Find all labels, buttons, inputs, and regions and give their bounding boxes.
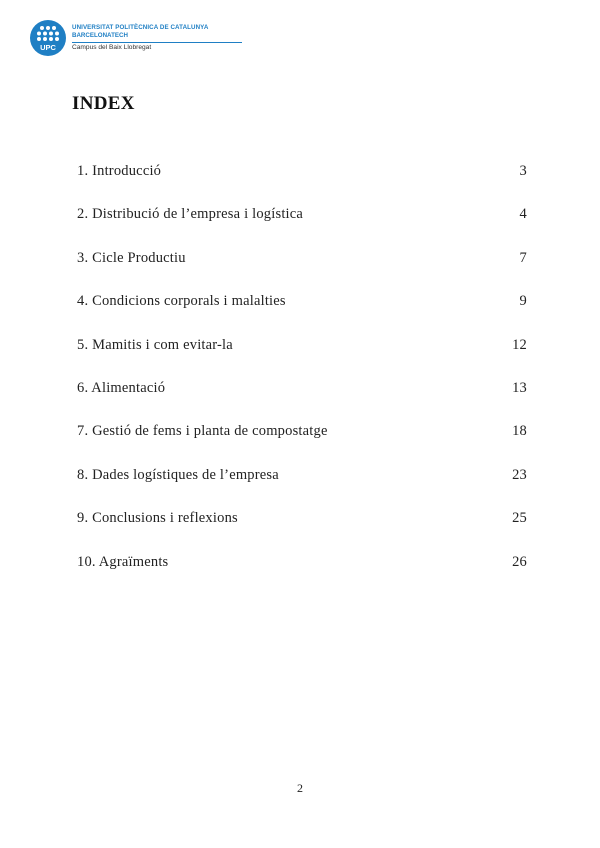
- toc-entry: [77, 510, 527, 553]
- toc-entry-page: 25: [512, 510, 527, 527]
- page-title: INDEX: [72, 93, 135, 114]
- toc-entry-label: 3. Cicle Productiu: [77, 249, 186, 266]
- toc-entry-label: 8. Dades logístiques de l’empresa: [77, 466, 279, 483]
- toc-entry: [77, 337, 527, 380]
- table-of-contents: [77, 163, 527, 597]
- institution-name: UNIVERSITAT POLITÈCNICA DE CATALUNYA: [72, 24, 209, 31]
- toc-entry-page: 13: [512, 379, 527, 396]
- toc-entry-page: 3: [519, 163, 527, 179]
- toc-entry: [77, 380, 527, 423]
- toc-entry: [77, 423, 527, 466]
- toc-entry-label: 1. Introducció: [77, 163, 162, 179]
- toc-entry-page: 9: [519, 293, 527, 310]
- toc-entry-page: 26: [512, 553, 527, 570]
- institution-subname: BARCELONATECH: [72, 32, 128, 39]
- toc-entry-label: 4. Condicions corporals i malalties: [77, 293, 286, 310]
- institution-block: [72, 24, 242, 53]
- upc-logo-icon: [30, 20, 66, 56]
- toc-entry: [77, 163, 527, 206]
- logo-text: UPC: [40, 43, 56, 52]
- toc-entry-label: 10. Agraïments: [77, 553, 169, 570]
- toc-entry-page: 4: [519, 206, 527, 223]
- toc-entry-label: 6. Alimentació: [77, 379, 166, 396]
- toc-entry-label: 5. Mamitis i com evitar-la: [77, 336, 233, 353]
- toc-entry: [77, 250, 527, 293]
- upc-logo: [30, 20, 66, 56]
- toc-entry-page: 18: [512, 423, 527, 440]
- toc-entry: [77, 554, 527, 597]
- toc-entry-page: 7: [519, 249, 527, 266]
- page-number: 2: [297, 781, 303, 795]
- toc-entry-label: 9. Conclusions i reflexions: [77, 510, 238, 527]
- toc-entry-page: 12: [512, 336, 527, 353]
- toc-entry: [77, 206, 527, 249]
- page-header: [30, 18, 240, 58]
- campus-name: Campus del Baix Llobregat: [72, 44, 152, 51]
- toc-entry-label: 7. Gestió de fems i planta de compostatge: [77, 423, 328, 440]
- toc-entry-label: 2. Distribució de l’empresa i logística: [77, 206, 304, 223]
- toc-entry-page: 23: [512, 466, 527, 483]
- toc-entry: [77, 467, 527, 510]
- toc-entry: [77, 293, 527, 336]
